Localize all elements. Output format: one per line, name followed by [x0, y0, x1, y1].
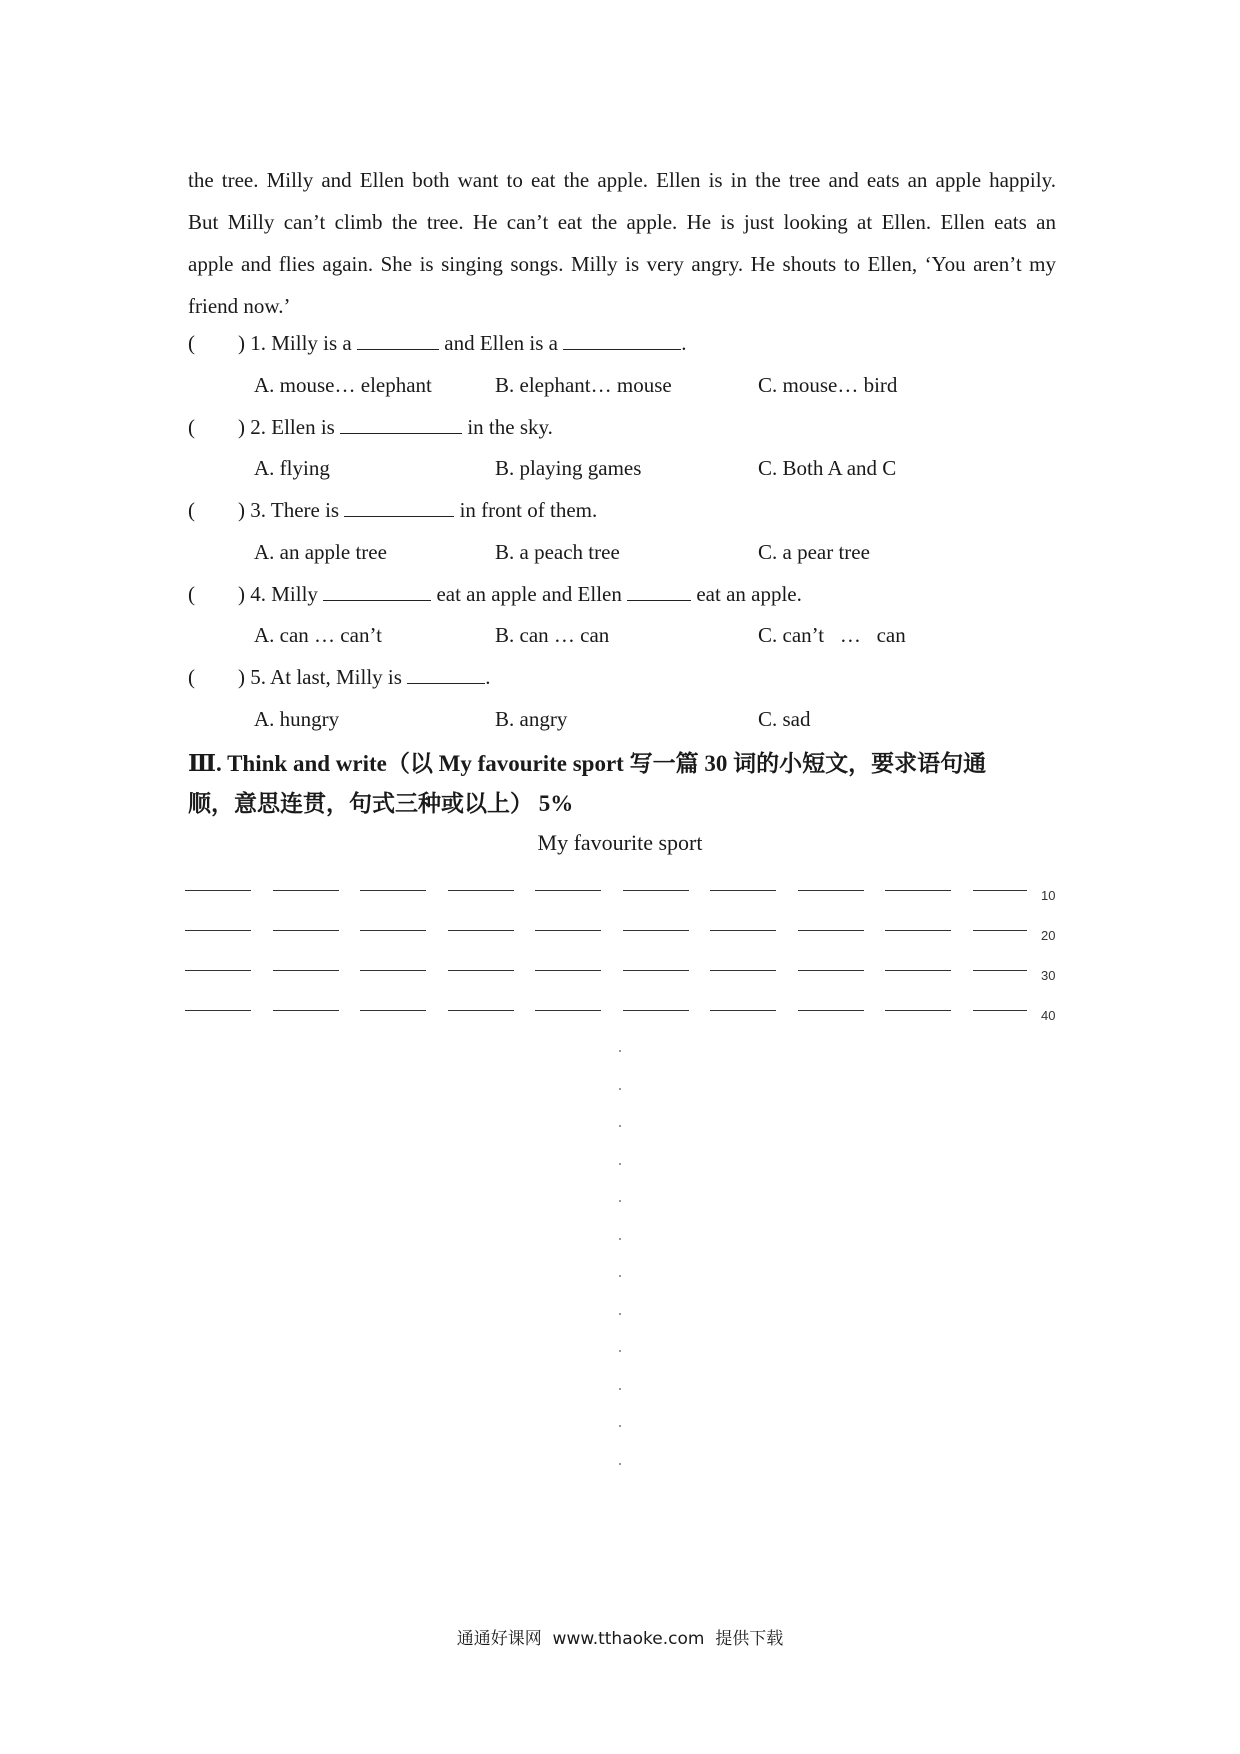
- writing-blank[interactable]: [798, 890, 864, 891]
- fold-dot: [619, 1463, 621, 1465]
- writing-blank[interactable]: [273, 890, 339, 891]
- stem-text: 3. There is: [250, 498, 340, 522]
- option-c[interactable]: C. Both A and C: [758, 456, 897, 480]
- writing-blank[interactable]: [360, 970, 426, 971]
- writing-blank[interactable]: [448, 1010, 514, 1011]
- writing-blank[interactable]: [185, 890, 251, 891]
- passage-line: friend now.’: [188, 294, 291, 318]
- fold-dot: [619, 1238, 621, 1240]
- option-b[interactable]: B. playing games: [495, 456, 642, 480]
- writing-blank[interactable]: [710, 970, 776, 971]
- fold-dot: [619, 1275, 621, 1277]
- answer-blank[interactable]: [323, 582, 431, 601]
- question-stem: [238, 663, 490, 691]
- reading-passage: [188, 159, 1056, 327]
- writing-blank[interactable]: [273, 930, 339, 931]
- question-stem: [238, 496, 597, 524]
- answer-blank[interactable]: [344, 498, 454, 517]
- writing-blank[interactable]: [885, 1010, 951, 1011]
- answer-paren-open: (: [188, 331, 195, 355]
- option-c[interactable]: C. a pear tree: [758, 540, 870, 564]
- fold-dot: [619, 1125, 621, 1127]
- fold-dot: [619, 1050, 621, 1052]
- writing-blank[interactable]: [535, 1010, 601, 1011]
- option-c[interactable]: C. sad: [758, 707, 811, 731]
- question-stem: [238, 413, 553, 441]
- writing-blank[interactable]: [710, 1010, 776, 1011]
- question-stem: [238, 329, 686, 357]
- section-3-heading-line: Ⅲ. Think and write（以 My favourite sport 写一篇 30 词的小短文，要求语句通: [188, 751, 987, 776]
- line-word-count: 40: [1041, 1008, 1056, 1023]
- stem-text: and Ellen is a: [444, 331, 558, 355]
- writing-blank[interactable]: [885, 970, 951, 971]
- writing-blank[interactable]: [360, 930, 426, 931]
- writing-blank[interactable]: [273, 1010, 339, 1011]
- option-b[interactable]: B. angry: [495, 707, 568, 731]
- option-c[interactable]: C. can’t … can: [758, 623, 906, 647]
- answer-blank[interactable]: [340, 415, 462, 434]
- stem-text: in front of them.: [459, 498, 598, 522]
- writing-blank[interactable]: [623, 930, 689, 931]
- writing-blank[interactable]: [535, 930, 601, 931]
- passage-line: the tree. Milly and Ellen both want to eat the apple. Ellen is in the tree and eats an apple happily.: [188, 168, 1056, 192]
- stem-text: 1. Milly is a: [250, 331, 352, 355]
- writing-blank[interactable]: [185, 1010, 251, 1011]
- stem-text: 5. At last, Milly is: [250, 665, 402, 689]
- option-b[interactable]: B. elephant… mouse: [495, 373, 672, 397]
- section-3-heading-line: 顺，意思连贯，句式三种或以上） 5%: [188, 791, 574, 816]
- option-a[interactable]: A. can … can’t: [254, 623, 382, 647]
- writing-blank[interactable]: [798, 1010, 864, 1011]
- answer-blank[interactable]: [357, 331, 439, 350]
- stem-text: in the sky.: [467, 415, 553, 439]
- answer-paren-close: ): [238, 415, 245, 439]
- line-word-count: 30: [1041, 968, 1056, 983]
- fold-dot: [619, 1200, 621, 1202]
- writing-blank[interactable]: [448, 930, 514, 931]
- writing-blank[interactable]: [710, 890, 776, 891]
- writing-blank[interactable]: [798, 930, 864, 931]
- passage-line: But Milly can’t climb the tree. He can’t eat the apple. He is just looking at Ellen. Ellen eats an: [188, 210, 1056, 234]
- stem-text: .: [485, 665, 491, 689]
- option-b[interactable]: B. a peach tree: [495, 540, 620, 564]
- answer-paren-close: ): [238, 665, 245, 689]
- writing-blank[interactable]: [360, 1010, 426, 1011]
- stem-text: 4. Milly: [250, 582, 318, 606]
- answer-blank[interactable]: [563, 331, 681, 350]
- option-a[interactable]: A. an apple tree: [254, 540, 387, 564]
- line-word-count: 20: [1041, 928, 1056, 943]
- writing-blank[interactable]: [798, 970, 864, 971]
- writing-blank[interactable]: [973, 1010, 1027, 1011]
- writing-blank[interactable]: [973, 890, 1027, 891]
- answer-paren-open: (: [188, 665, 195, 689]
- answer-blank[interactable]: [627, 582, 691, 601]
- option-a[interactable]: A. mouse… elephant: [254, 373, 432, 397]
- line-word-count: 10: [1041, 888, 1056, 903]
- stem-text: eat an apple.: [696, 582, 802, 606]
- fold-dot: [619, 1313, 621, 1315]
- writing-blank[interactable]: [885, 930, 951, 931]
- option-b[interactable]: B. can … can: [495, 623, 610, 647]
- fold-dot: [619, 1425, 621, 1427]
- writing-blank[interactable]: [448, 890, 514, 891]
- essay-title: My favourite sport: [537, 830, 703, 855]
- fold-dot: [619, 1163, 621, 1165]
- writing-blank[interactable]: [623, 970, 689, 971]
- option-a[interactable]: A. flying: [254, 456, 330, 480]
- stem-text: eat an apple and Ellen: [436, 582, 622, 606]
- fold-dot: [619, 1088, 621, 1090]
- answer-blank[interactable]: [407, 665, 485, 684]
- section-3-heading: [188, 744, 1058, 824]
- answer-paren-open: (: [188, 582, 195, 606]
- fold-dot: [619, 1388, 621, 1390]
- writing-blank[interactable]: [973, 970, 1027, 971]
- writing-blank[interactable]: [623, 890, 689, 891]
- writing-blank[interactable]: [360, 890, 426, 891]
- fold-dot: [619, 1350, 621, 1352]
- answer-paren-open: (: [188, 415, 195, 439]
- option-c[interactable]: C. mouse… bird: [758, 373, 898, 397]
- writing-blank[interactable]: [185, 930, 251, 931]
- writing-blank[interactable]: [273, 970, 339, 971]
- writing-blank[interactable]: [710, 930, 776, 931]
- writing-blank[interactable]: [973, 930, 1027, 931]
- stem-text: 2. Ellen is: [250, 415, 335, 439]
- answer-paren-close: ): [238, 498, 245, 522]
- answer-paren-open: (: [188, 498, 195, 522]
- answer-paren-close: ): [238, 582, 245, 606]
- writing-blank[interactable]: [885, 890, 951, 891]
- writing-blank[interactable]: [535, 970, 601, 971]
- answer-paren-close: ): [238, 331, 245, 355]
- option-a[interactable]: A. hungry: [254, 707, 340, 731]
- writing-blank[interactable]: [623, 1010, 689, 1011]
- stem-text: .: [681, 331, 687, 355]
- question-stem: [238, 580, 802, 608]
- writing-blank[interactable]: [185, 970, 251, 971]
- passage-line: apple and flies again. She is singing songs. Milly is very angry. He shouts to Ellen, ‘You aren’t my: [188, 252, 1056, 276]
- writing-blank[interactable]: [535, 890, 601, 891]
- footer-watermark: 通通好课网 www.tthaoke.com 提供下载: [456, 1629, 784, 1649]
- writing-blank[interactable]: [448, 970, 514, 971]
